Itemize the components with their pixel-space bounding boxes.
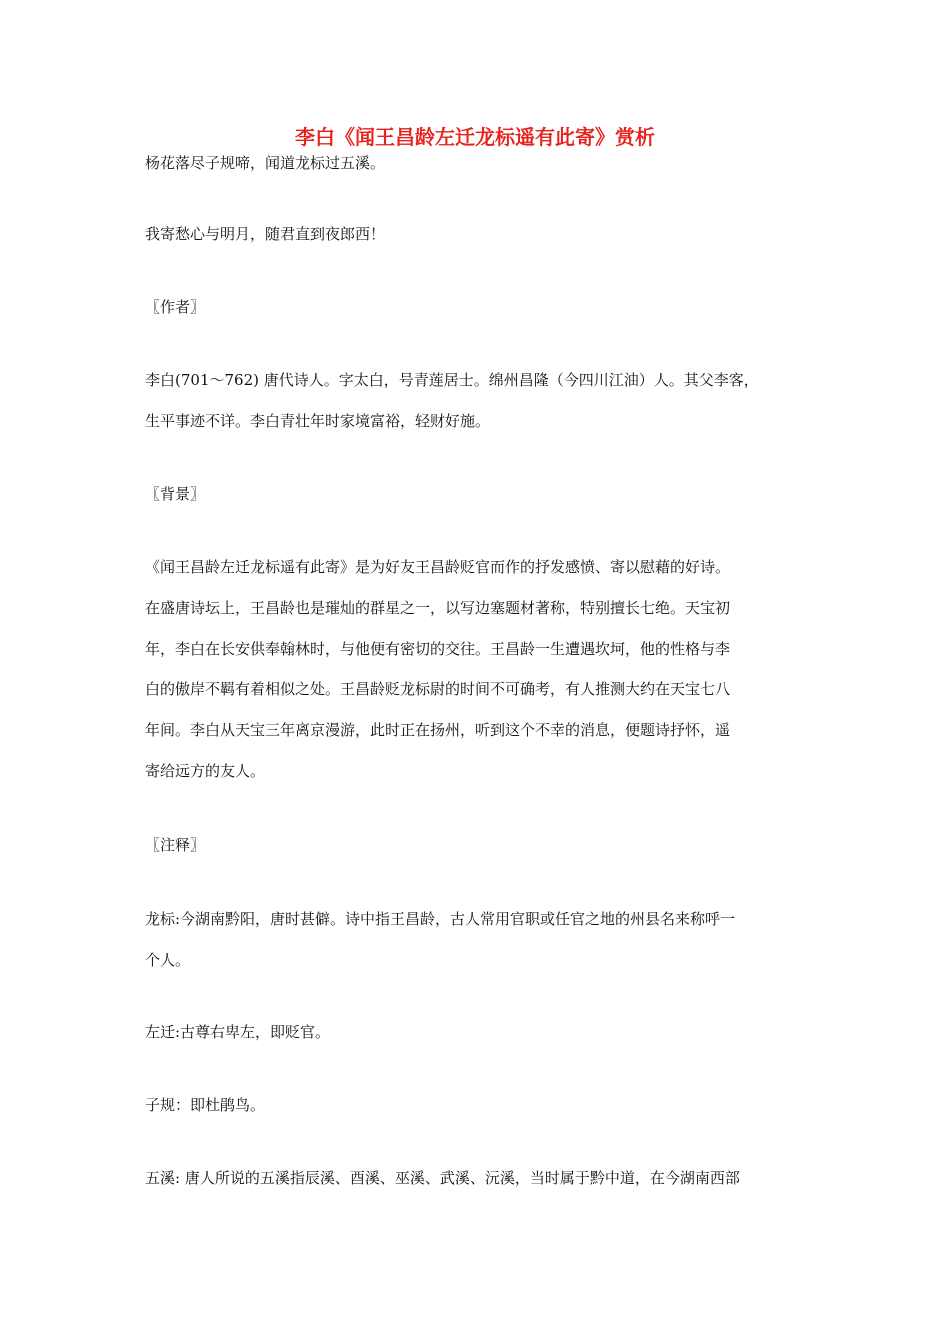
- background-line-5: 年间。李白从天宝三年离京漫游，此时正在扬州，听到这个不幸的消息，便题诗抒怀，遥: [145, 721, 731, 740]
- background-line-4: 白的傲岸不羁有着相似之处。王昌龄贬龙标尉的时间不可确考，有人推测大约在天宝七八: [145, 680, 731, 699]
- notes-heading: 〖注释〗: [145, 836, 206, 854]
- note-zigui: 子规：即杜鹃鸟。: [145, 1096, 266, 1114]
- author-line-1: 李白(701～762) 唐代诗人。字太白，号青莲居士。绵州昌隆（今四川江油）人。其父李客，: [145, 371, 759, 389]
- background-heading: 〖背景〗: [145, 485, 206, 503]
- note-longbiao: [145, 899, 815, 981]
- note-longbiao-line-2: 个人。: [145, 950, 191, 969]
- background-line-6: 寄给远方的友人。: [145, 761, 266, 780]
- background-paragraph: [145, 547, 815, 792]
- poem-line-1: 杨花落尽子规啼，闻道龙标过五溪。: [145, 154, 386, 172]
- author-paragraph: [145, 360, 815, 442]
- note-longbiao-line-1: 龙标:今湖南黔阳，唐时甚僻。诗中指王昌龄，古人常用官职或任官之地的州县名来称呼一: [145, 910, 736, 928]
- background-line-2: 在盛唐诗坛上，王昌龄也是璀灿的群星之一，以写边塞题材著称，特别擅长七绝。天宝初: [145, 598, 731, 617]
- note-wuxi: 五溪: 唐人所说的五溪指辰溪、酉溪、巫溪、武溪、沅溪，当时属于黔中道，在今湖南西部: [145, 1169, 740, 1187]
- document-title: 李白《闻王昌龄左迁龙标遥有此寄》赏析: [295, 125, 655, 149]
- author-line-2: 生平事迹不详。李白青壮年时家境富裕，轻财好施。: [145, 411, 491, 430]
- author-heading: 〖作者〗: [145, 298, 206, 316]
- background-line-3: 年，李白在长安供奉翰林时，与他便有密切的交往。王昌龄一生遭遇坎坷，他的性格与李: [145, 639, 731, 658]
- note-zuoqian: 左迁:古尊右卑左，即贬官。: [145, 1023, 331, 1041]
- background-line-1: 《闻王昌龄左迁龙标遥有此寄》是为好友王昌龄贬官而作的抒发感愤、寄以慰藉的好诗。: [145, 558, 731, 576]
- poem-line-2: 我寄愁心与明月，随君直到夜郎西！: [145, 225, 386, 243]
